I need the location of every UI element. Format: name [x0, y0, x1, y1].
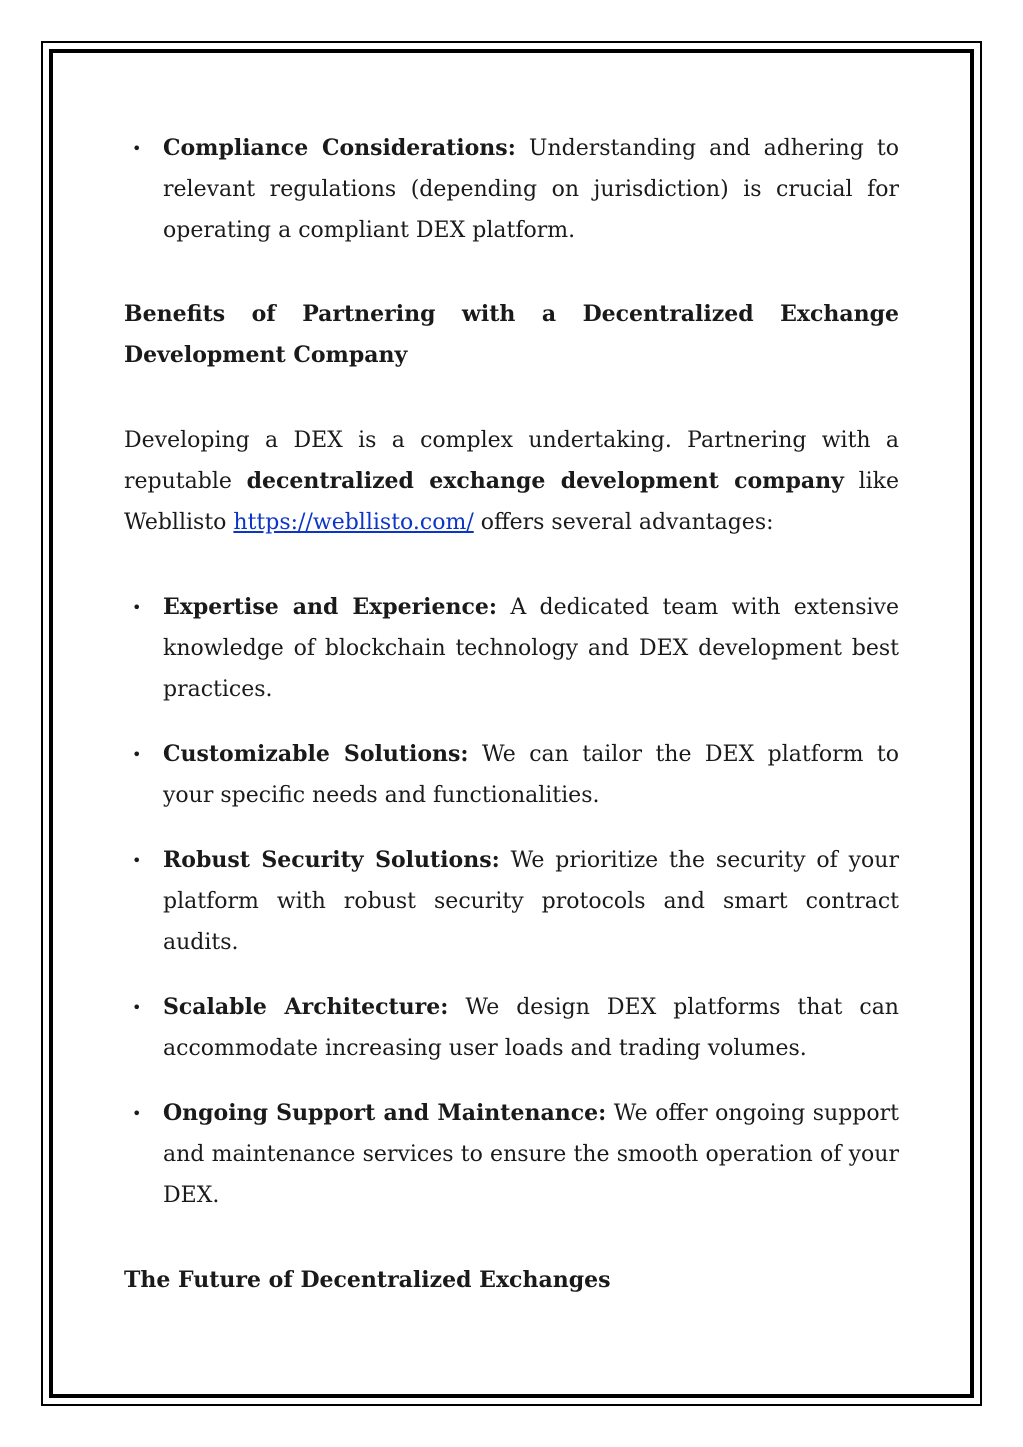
list-item-text: We offer ongoing support and maintenance services to ensure the smooth operation of your DEX. [163, 1101, 899, 1208]
section-heading-benefits: Benefits of Partnering with a Decentralized Exchange Development Company [124, 301, 899, 368]
list-item-text: A dedicated team with extensive knowledge of blockchain technology and DEX development best practices. [163, 595, 899, 702]
list-item-compliance [124, 128, 899, 251]
list-item-title: Scalable Architecture: [163, 994, 449, 1020]
intro-paragraph [124, 420, 899, 543]
list-item-title: Ongoing Support and Maintenance: [163, 1100, 607, 1126]
list-item-expertise [124, 587, 899, 710]
bullet-icon: • [132, 745, 142, 764]
list-item-text: We can tailor the DEX platform to your specific needs and functionalities. [163, 742, 899, 808]
bullet-icon: • [132, 998, 142, 1017]
intro-mid: like Webllisto [124, 469, 900, 535]
intro-bold: decentralized exchange development company [246, 468, 844, 494]
list-item-title: Expertise and Experience: [163, 594, 498, 620]
bullet-icon: • [132, 1104, 142, 1123]
list-item-title: Robust Security Solutions: [163, 847, 500, 873]
list-item-text: Understanding and adhering to relevant regulations (depending on jurisdiction) is crucial for operating a compliant DEX platform. [163, 136, 899, 243]
bullet-icon: • [132, 598, 142, 617]
document-content [124, 128, 899, 1301]
intro-suffix: offers several advantages: [480, 510, 774, 535]
webllisto-link[interactable]: https://webllisto.com/ [233, 510, 474, 535]
bullet-icon: • [132, 139, 142, 158]
list-item-scalable [124, 987, 899, 1069]
intro-prefix: Developing a DEX is a complex undertaking. Partnering with a reputable [124, 428, 899, 494]
list-item-customizable [124, 734, 899, 816]
section-heading-future: The Future of Decentralized Exchanges [124, 1267, 611, 1293]
list-item-title: Compliance Considerations: [163, 135, 516, 161]
list-item-title: Customizable Solutions: [163, 741, 469, 767]
bullet-icon: • [132, 851, 142, 870]
list-item-text: We prioritize the security of your platform with robust security protocols and smart contract audits. [163, 848, 899, 955]
list-item-security [124, 840, 899, 963]
list-item-text: We design DEX platforms that can accommodate increasing user loads and trading volumes. [163, 995, 899, 1061]
list-item-support [124, 1093, 899, 1216]
